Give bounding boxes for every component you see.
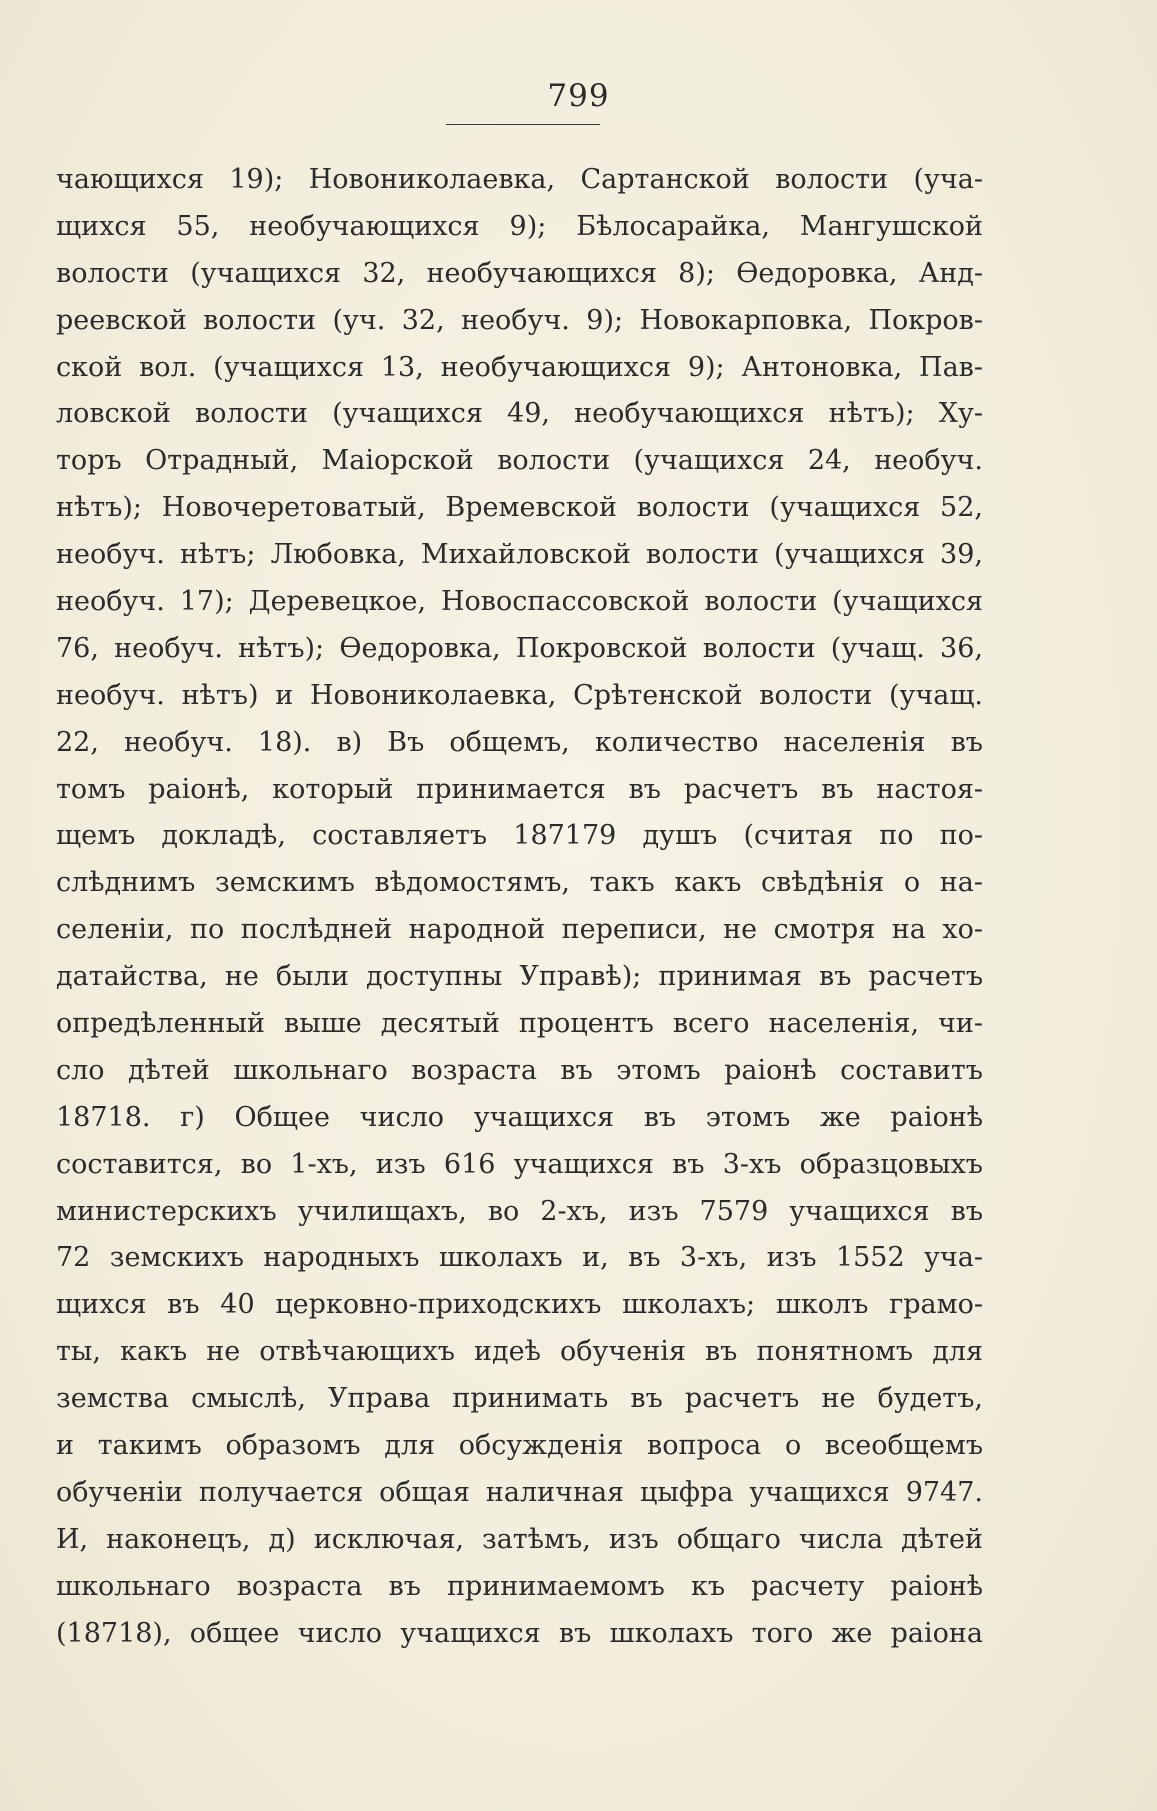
text-line: чающихся 19); Новониколаевка, Сартанской волости (уча-: [56, 164, 983, 195]
text-line: томъ раіонѣ, который принимается въ расчетъ въ настоя-: [56, 773, 983, 805]
text-line: 76, необуч. нѣтъ); Ѳедоровка, Покровской волости (учащ. 36,: [56, 632, 983, 664]
text-line: школьнаго возраста въ принимаемомъ къ расчету раіонѣ: [56, 1570, 983, 1602]
text-line: министерскихъ училищахъ, во 2-хъ, изъ 7579 учащихся въ: [56, 1195, 983, 1227]
text-line: волости (учащихся 32, необучающихся 8); Ѳедоровка, Анд-: [56, 257, 983, 289]
text-line: реевской волости (уч. 32, необуч. 9); Новокарповка, Покров-: [56, 304, 983, 336]
text-line: необуч. нѣтъ) и Новониколаевка, Срѣтенской волости (учащ.: [56, 679, 983, 711]
text-line: слѣднимъ земскимъ вѣдомостямъ, такъ какъ свѣдѣнія о на-: [56, 867, 983, 899]
text-line: щихся 55, необучающихся 9); Бѣлосарайка, Мангушской: [56, 210, 983, 242]
text-line: ловской волости (учащихся 49, необучающихся нѣтъ); Ху-: [56, 398, 983, 430]
text-line: торъ Отрадный, Маіорской волости (учащихся 24, необуч.: [56, 445, 983, 477]
text-line: земства смыслѣ, Управа принимать въ расчетъ не будетъ,: [56, 1383, 983, 1415]
text-line: датайства, не были доступны Управѣ); принимая въ расчетъ: [56, 961, 983, 993]
header-rule: [446, 124, 600, 125]
text-line: 18718. г) Общее число учащихся въ этомъ же раіонѣ: [56, 1101, 983, 1133]
body-text: [56, 157, 983, 1658]
page-number: 799: [547, 78, 610, 114]
text-line: опредѣленный выше десятый процентъ всего населенія, чи-: [56, 1008, 983, 1040]
text-line: сло дѣтей школьнаго возраста въ этомъ раіонѣ составитъ: [56, 1054, 983, 1086]
text-line: 72 земскихъ народныхъ школахъ и, въ 3-хъ, изъ 1552 уча-: [56, 1242, 983, 1274]
text-line: и такимъ образомъ для обсужденія вопроса о всеобщемъ: [56, 1430, 983, 1462]
text-line: составится, во 1-хъ, изъ 616 учащихся въ 3-хъ образцовыхъ: [56, 1148, 983, 1180]
text-line: (18718), общее число учащихся въ школахъ того же раіона: [56, 1617, 983, 1649]
text-line: 22, необуч. 18). в) Въ общемъ, количество населенія въ: [56, 726, 983, 758]
text-line: нѣтъ); Новочеретоватый, Времевской волости (учащихся 52,: [56, 492, 983, 524]
text-line: И, наконецъ, д) исключая, затѣмъ, изъ общаго числа дѣтей: [56, 1523, 983, 1555]
text-line: обученіи получается общая наличная цыфра учащихся 9747.: [56, 1476, 983, 1508]
text-line: селеніи, по послѣдней народной переписи, не смотря на хо-: [56, 914, 983, 946]
text-line: необуч. нѣтъ; Любовка, Михайловской волости (учащихся 39,: [56, 539, 983, 571]
text-line: щихся въ 40 церковно-приходскихъ школахъ; школъ грамо-: [56, 1289, 983, 1321]
text-line: щемъ докладѣ, составляетъ 187179 душъ (считая по по-: [56, 820, 983, 852]
text-line: ской вол. (учащихся 13, необучающихся 9); Антоновка, Пав-: [56, 351, 983, 383]
text-line: необуч. 17); Деревецкое, Новоспассовской волости (учащихся: [56, 586, 983, 618]
text-line: ты, какъ не отвѣчающихъ идеѣ обученія въ понятномъ для: [56, 1336, 983, 1368]
